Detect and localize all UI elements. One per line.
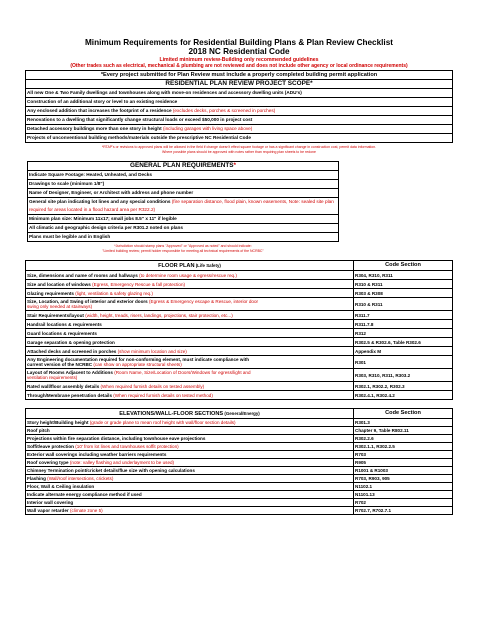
general-item [27, 232, 339, 242]
floor-requirement-text: Stair Requirements/layout [27, 312, 86, 318]
floor-plan-heading-text: FLOOR PLAN [158, 262, 195, 269]
general-item [27, 214, 339, 223]
revision-note-2: Where possible plans should be approved with notes rather than requiring plan sheets to be redone [162, 150, 316, 154]
jurisdiction-note-1: *Jurisdiction should stamp plans "Approved" or "Approved as noted" and should indicate: [114, 244, 252, 248]
floor-requirement-text: Guard locations & requirements [27, 330, 97, 336]
table-row [26, 347, 453, 356]
code-section: Appendix M [354, 347, 453, 356]
floor-requirement-text: Size and location of windows [27, 281, 93, 287]
code-section: R302.4.1, R302.4.2 [354, 391, 453, 400]
elevation-requirement-text: Soffit/eave protection [27, 444, 76, 449]
code-section: R302.2.6 [354, 435, 453, 443]
general-item [27, 179, 339, 188]
jurisdiction-note-2: "Limited building review; permit holder responsible for meeting all technical requirements of the NCRBC" [102, 248, 264, 253]
floor-code-heading: Code Section [354, 261, 453, 271]
elevations-heading-text: ELEVATIONS/WALL-FLOOR SECTIONS [119, 410, 224, 417]
code-section: R302.5 & R302.6, Table R302.6 [354, 338, 453, 347]
code-section: R303, R310, R311, R303.2 [354, 369, 453, 382]
floor-requirement [26, 271, 354, 280]
code-section: N1101.13 [354, 491, 453, 499]
elevation-requirement-text: Interior wall covering [27, 500, 74, 505]
floor-requirement-note: (show minimum location and size) [117, 348, 187, 354]
floor-requirement [26, 298, 354, 311]
general-item [27, 170, 339, 179]
general-item-note: required for areas located in a flood hazard area per R322.2) [29, 207, 156, 212]
floor-requirement-text: Size, Location, and Swing of interior and exterior doors [27, 299, 150, 304]
table-row [26, 435, 453, 443]
scope-heading: RESIDENTIAL PLAN REVIEW PROJECT SCOPE* [25, 79, 453, 88]
code-section: R304, R310, R311 [354, 271, 453, 280]
floor-plan-heading [26, 261, 354, 271]
floor-requirement [26, 311, 354, 320]
elevations-heading [26, 409, 354, 419]
general-heading [27, 161, 339, 170]
elevations-heading-suffix: (General/Energy) [223, 410, 260, 416]
elevation-requirement [26, 451, 354, 459]
code-section: R311.7.8 [354, 320, 453, 329]
table-row [26, 467, 453, 475]
table-row [26, 427, 453, 435]
floor-requirement [26, 338, 354, 347]
table-row [26, 475, 453, 483]
floor-requirement [26, 347, 354, 356]
table-row [26, 443, 453, 451]
page-title: Minimum Requirements for Residential Building Plans & Plan Review Checklist [84, 38, 393, 47]
code-section: R702.7, R702.7.1 [354, 507, 453, 515]
elevation-requirement [26, 427, 354, 435]
floor-requirement-text: Layout of Rooms Adjacent to Additions [27, 370, 115, 375]
general-item-text: Name of Designer, Engineer, or Architect with address and phone number [29, 190, 194, 195]
floor-requirement [26, 320, 354, 329]
code-section: N1102.1 [354, 483, 453, 491]
scope-item-text: Detached accessory buildings more than one story in height [27, 126, 163, 131]
general-heading-mark: * [233, 162, 237, 169]
trades-note: (Other trades such as electrical, mechanical & plumbing are not reviewed and does not include other agency or local ordinance requirements) [70, 63, 408, 69]
table-row [26, 507, 453, 515]
floor-requirement-note: (to determine room usage & egress/rescue req.) [139, 272, 237, 278]
table-row [26, 382, 453, 391]
elevation-requirement [26, 435, 354, 443]
table-row [26, 483, 453, 491]
general-item-text: General site plan indicating lot lines and any special conditions [29, 199, 172, 204]
floor-requirement-text-2: current version of the NCRBC [27, 362, 94, 367]
table-row [26, 271, 453, 280]
elevation-requirement-text: Story height/Building height [27, 420, 90, 425]
checklist-sheet [25, 38, 453, 515]
elevation-requirement-note: (note: valley flashing and underlayment to be used) [69, 460, 175, 465]
code-section: R310 & R311 [354, 280, 453, 289]
floor-requirement-note-2: ventilation requirements) [27, 375, 78, 380]
elevation-requirement-note: (Wall/roof intersections, crickets) [47, 476, 114, 481]
page-subtitle: 2018 NC Residential Code [188, 47, 290, 56]
floor-requirement-text: Through/Membrane penetration details [27, 392, 114, 398]
general-list [27, 170, 339, 242]
floor-plan-heading-suffix: (Life Safety) [194, 262, 221, 268]
code-section: Chapter 9, Table R802.11 [354, 427, 453, 435]
elevation-requirement [26, 443, 354, 451]
scope-item [25, 124, 453, 133]
code-section: R301.3 [354, 419, 453, 427]
floor-requirement-text: Size, dimensions and name of rooms and hallways [27, 272, 140, 278]
elevations-table [25, 408, 453, 515]
scope-item [25, 97, 453, 106]
elevation-requirement [26, 467, 354, 475]
table-row [26, 356, 453, 369]
general-item-text: Drawings to scale (minimum 1/8") [29, 181, 105, 186]
elevation-requirement-text: Indicate alternate energy compliance method if used [27, 492, 142, 497]
elevation-requirement-text: Roof pitch [27, 428, 50, 433]
code-section: R303 & R308 [354, 289, 453, 298]
elevation-requirement-text: Floor, Wall & Ceiling insulation [27, 484, 95, 489]
floor-requirement-text: Garage separation & opening protection [27, 339, 115, 345]
table-row [26, 391, 453, 400]
table-row [26, 338, 453, 347]
floor-requirement-text: Attached decks and screened in porches [27, 348, 118, 354]
guideline-note: Limited minimum review-Building only recommended guidelines [159, 57, 319, 63]
scope-item [25, 88, 453, 97]
general-item-text: Indicate Square Footage: Heated, Unheated, and Decks [29, 172, 152, 177]
elevation-requirement [26, 475, 354, 483]
code-section: R703, R903, 905 [354, 475, 453, 483]
elevation-requirement [26, 507, 354, 515]
floor-requirement [26, 329, 354, 338]
floor-requirement [26, 369, 354, 382]
revision-note-1: *RTAP's or revisions to approved plans will be allowed in the field if change doesn't effect square footage or has a significant change in construction cost, permit data information. [101, 145, 377, 149]
scope-item-text: Construction of an additional story or level to an existing residence [27, 99, 178, 104]
scope-item-note: (including garages with living space above) [162, 126, 253, 131]
elevation-requirement-note: (climate zone 5) [69, 508, 103, 513]
floor-requirement [26, 391, 354, 400]
table-row [26, 451, 453, 459]
elevation-requirement [26, 483, 354, 491]
floor-requirement [26, 280, 354, 289]
floor-requirement-note: (width, height, treads, risers, landings, projections, stair protection, etc...) [85, 312, 233, 318]
general-item [27, 188, 339, 197]
floor-requirement-note: (Room Name, Size/Location of Doors/Windows for egress/light and [114, 370, 251, 375]
elevations-code-heading: Code Section [354, 409, 453, 419]
table-row [26, 491, 453, 499]
elevation-requirement-text: Chimney Termination point/cricket details/flue size with opening calculations [27, 468, 195, 473]
scope-item [25, 106, 453, 115]
scope-list [25, 88, 453, 143]
general-item-text: Plans must be legible and in English [29, 234, 111, 239]
floor-requirement-text: Rated wall/floor assembly details [27, 383, 101, 389]
table-row [26, 298, 453, 311]
general-requirements [27, 161, 339, 242]
floor-requirement-note: (Egress & Emergency escape & Rescue, interior door [149, 299, 259, 304]
elevation-requirement-text: Wall vapor retarder [27, 508, 70, 513]
code-section: R703 [354, 451, 453, 459]
floor-requirement-note-2: swing only needed at stairways) [27, 304, 93, 309]
scope-item [25, 115, 453, 124]
code-section: R702 [354, 499, 453, 507]
table-row [26, 419, 453, 427]
scope-item-note: (excludes decks, porches & screened in porches) [172, 108, 276, 113]
floor-requirement-note: (When required furnish details on tested method) [113, 392, 213, 398]
table-row [26, 329, 453, 338]
general-heading-text: GENERAL PLAN REQUIREMENTS [129, 162, 234, 169]
general-item [27, 206, 339, 214]
floor-requirement-note: (When required furnish details on tested assembly) [100, 383, 205, 389]
floor-requirement [26, 289, 354, 298]
elevation-requirement [26, 499, 354, 507]
elevation-requirement-text: Flashing [27, 476, 48, 481]
table-row [26, 289, 453, 298]
scope-item-text: Renovations to a dwelling that significantly change structural loads or exceed $50,000 in project cost [27, 117, 253, 122]
floor-requirement-note: (light, ventilation & safety glazing req.) [75, 290, 153, 296]
floor-requirement-text: Glazing requirements [27, 290, 76, 296]
code-section: R311.7 [354, 311, 453, 320]
elevation-requirement-note: (10' from lot lines and townhouses soffit protection) [75, 444, 179, 449]
general-item-note: (fire separation distance, flood plain, known easements, Note: sealed site plan [171, 199, 334, 204]
general-item [27, 197, 339, 206]
table-row [26, 280, 453, 289]
general-item-text: All climatic and geographic design criteria per R301.2 noted on plans [29, 225, 183, 230]
elevation-requirement-text: Roof covering type [27, 460, 70, 465]
table-row [26, 320, 453, 329]
elevation-requirement-text: Projections within fire separation distance, including townhouse eave projections [27, 436, 206, 441]
code-section: R312 [354, 329, 453, 338]
floor-requirement-note: (Egress, Emergency Rescue & fall protection) [92, 281, 186, 287]
floor-requirement [26, 356, 354, 369]
scope-item-text: All new One & Two Family dwellings and townhouses along with move-on residences and accessory dwelling units (ADU's) [27, 90, 302, 95]
elevation-requirement-note: (grade or grade plane to mean roof height with wall/floor section details) [89, 420, 236, 425]
table-row [26, 311, 453, 320]
elevation-requirement-text: Exterior wall coverings including weather barriers requirements [27, 452, 167, 457]
elevation-requirement [26, 419, 354, 427]
table-row [26, 459, 453, 467]
elevation-requirement [26, 459, 354, 467]
scope-item-text: Any enclosed addition that increases the footprint of a residence [27, 108, 173, 113]
code-section: R302.1, R302.2, R302.3 [354, 382, 453, 391]
table-row [26, 369, 453, 382]
code-section: R302.1.1, R302.2.5 [354, 443, 453, 451]
general-item-text: Minimum plan size: Minimum 11x17; small jobs 8.5" x 11" if legible [29, 216, 177, 221]
elevation-requirement [26, 491, 354, 499]
scope-item [25, 133, 453, 143]
floor-requirement-text: Handrail locations & requirements [27, 321, 102, 327]
code-section: R301 [354, 356, 453, 369]
code-section: R310 & R311 [354, 298, 453, 311]
code-section: R905 [354, 459, 453, 467]
permit-note: *Every project submitted for Plan Review must include a properly completed building permit application [25, 70, 453, 79]
floor-requirement-note-2: (can show on appropriate structural sheets) [93, 362, 182, 367]
scope-item-text: Projects of unconventional building methods/materials outside the prescriptive NC Residential Code [27, 135, 251, 140]
table-row [26, 499, 453, 507]
code-section: R1001 & R1003 [354, 467, 453, 475]
floor-requirement [26, 382, 354, 391]
general-item [27, 223, 339, 232]
floor-plan-table [25, 260, 453, 400]
floor-requirement-text: Any Engineering documentation required for non-conforming element, must indicate compliance with [27, 357, 250, 362]
